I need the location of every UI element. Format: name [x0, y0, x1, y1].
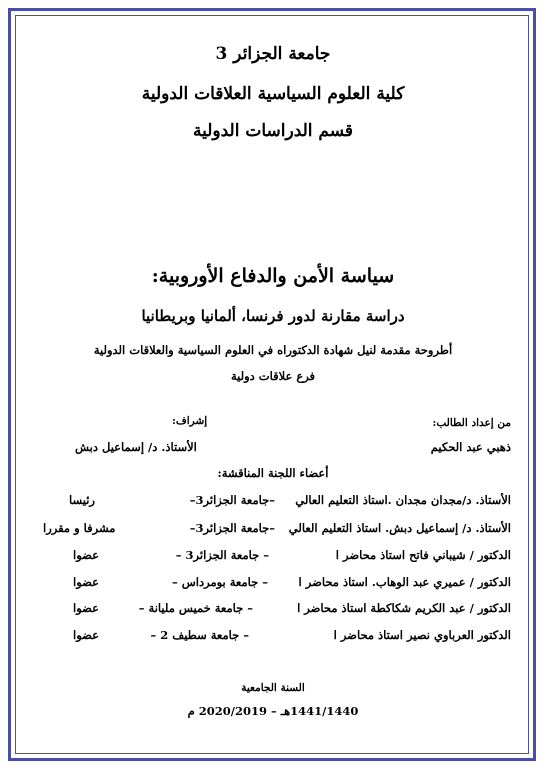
member-role: مشرفا و مقررا	[43, 521, 116, 535]
thesis-subtitle: دراسة مقارنة لدور فرنسا، ألمانيا وبريطانيا	[141, 307, 405, 325]
member-title: الدكتور / عبد الكريم شكاكطة استاذ محاضر ا	[297, 601, 511, 615]
faculty-name: كلية العلوم السياسية العلاقات الدولية	[141, 84, 405, 104]
member-title: الدكتور العرباوي نصير استاذ محاضر ا	[333, 628, 511, 642]
branch-name: فرع علاقات دولية	[230, 369, 316, 383]
department-name: قسم الدراسات الدولية	[192, 121, 354, 141]
member-institution: –جامعة الجزائر3–	[189, 521, 275, 535]
committee-member	[41, 628, 511, 648]
member-title: الدكتور / عميري عبد الوهاب. استاذ محاضر ا	[298, 575, 511, 589]
degree-statement: أطروحة مقدمة لنيل شهادة الدكتوراه في العلوم السياسية والعلاقات الدولية	[93, 343, 453, 357]
committee-member	[41, 493, 511, 513]
member-institution: – جامعة سطيف 2 –	[150, 628, 249, 642]
member-institution: – جامعة خميس مليانة –	[138, 601, 253, 615]
member-institution: –جامعة الجزائر3–	[189, 493, 275, 507]
member-title: الأستاذ. د/ إسماعيل دبش. استاذ التعليم العالي	[288, 521, 511, 535]
committee-member	[41, 548, 511, 568]
student-label: من إعداد الطالب:	[432, 417, 511, 429]
member-role: عضوا	[73, 548, 99, 562]
committee-heading: أعضاء اللجنة المناقشة:	[217, 466, 329, 480]
academic-year-label: السنة الجامعية	[241, 682, 305, 694]
committee-member	[41, 575, 511, 595]
member-institution: – جامعة الجزائر3 –	[175, 548, 269, 562]
member-title: الدكتور / شيباني فاتح استاذ محاضر ا	[335, 548, 511, 562]
student-name: ذهبي عبد الحكيم	[430, 440, 511, 454]
member-role: عضوا	[73, 575, 99, 589]
committee-member	[41, 601, 511, 621]
member-institution: – جامعة بومرداس –	[172, 575, 268, 589]
academic-year: 1441/1440هـ – 2020/2019 م	[187, 704, 359, 718]
university-name: جامعة الجزائر 3	[215, 44, 331, 64]
supervisor-label: إشراف:	[172, 415, 208, 427]
member-role: عضوا	[73, 628, 99, 642]
member-role: رئيسا	[69, 493, 95, 507]
member-role: عضوا	[73, 601, 99, 615]
thesis-title: سياسة الأمن والدفاع الأوروبية:	[151, 265, 395, 287]
supervisor-name: الأستاذ. د/ إسماعيل دبش	[75, 440, 197, 454]
committee-member	[41, 521, 511, 541]
member-title: الأستاذ. د/مجدان مجدان .استاذ التعليم العالي	[295, 493, 511, 507]
